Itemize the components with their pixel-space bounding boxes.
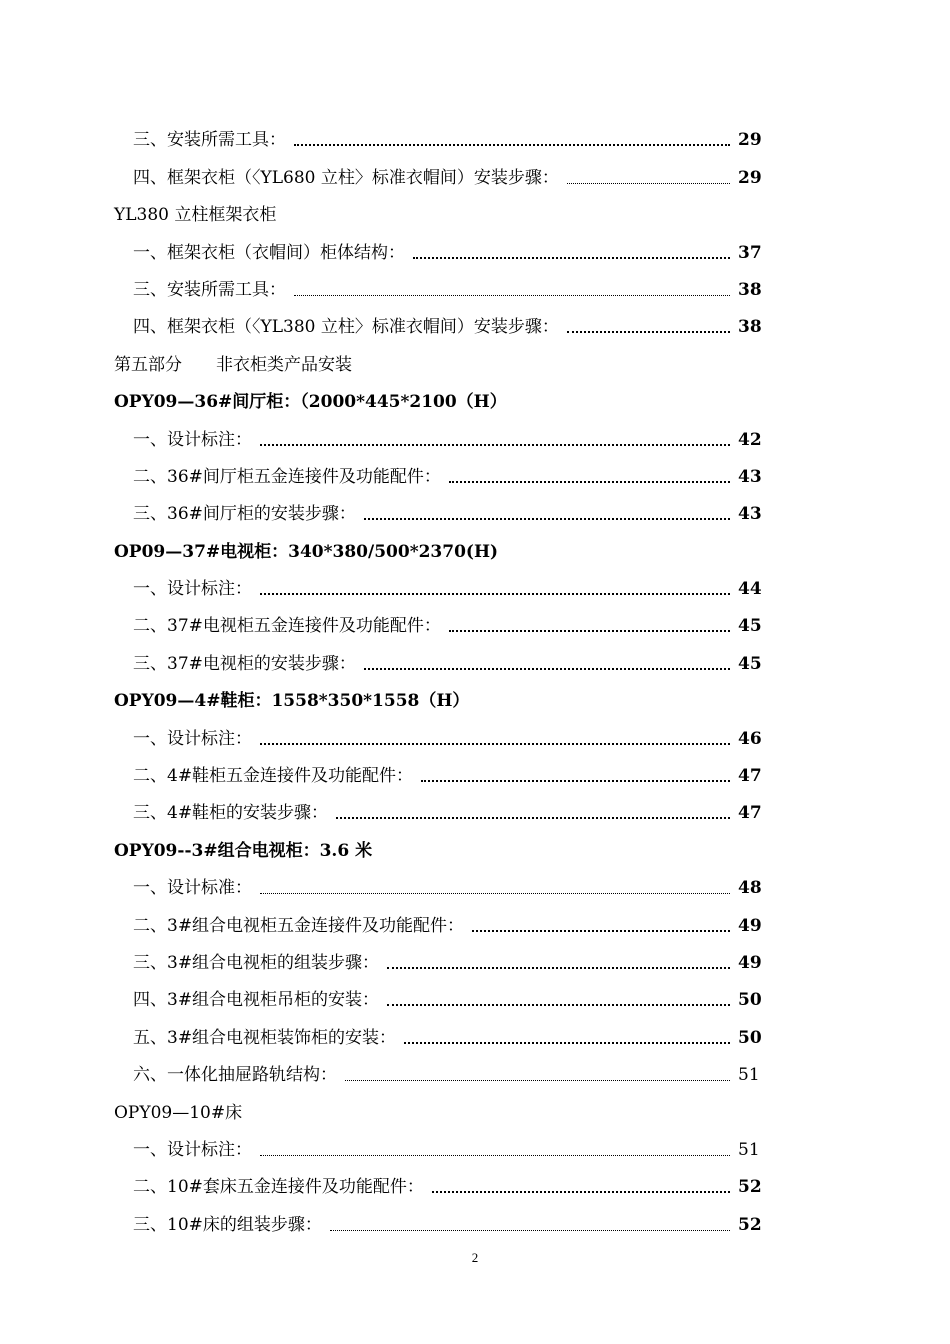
toc-entry[interactable] [0,413,950,450]
toc-entry-text: 一、设计标注： [133,728,252,749]
dot-leader [260,592,730,595]
dot-leader [472,929,730,932]
toc-entry-text: 二、37#电视柜五金连接件及功能配件： [133,616,441,637]
toc-page-number: 51 [738,1065,760,1086]
dot-leader [449,629,730,632]
toc-heading-text: YL380 立柱框架衣柜 [114,205,277,226]
dot-leader [387,1003,730,1006]
toc-entry[interactable] [0,862,950,899]
toc-page-number: 37 [738,242,762,263]
toc-heading-text: OPY09—4#鞋柜：1558*350*1558（H） [114,691,470,712]
toc-page-number: 29 [738,130,762,151]
toc-entry[interactable] [0,937,950,974]
toc-heading[interactable] [0,675,950,712]
toc-entry[interactable] [0,974,950,1011]
toc-entry-text: 一、框架衣柜（衣帽间）柜体结构： [133,242,405,263]
dot-leader [567,330,730,333]
toc-page-number: 50 [738,990,762,1011]
toc-page-number: 43 [738,504,762,525]
toc-page-number: 42 [738,429,762,450]
toc-page-number: 52 [738,1214,762,1235]
toc-page-number: 50 [738,1027,762,1048]
toc-entry-text: 三、10#床的组装步骤： [133,1214,322,1235]
toc-page-number: 29 [738,167,762,188]
toc-page-number: 47 [738,803,762,824]
toc-entry-text: 二、36#间厅柜五金连接件及功能配件： [133,466,441,487]
toc-entry[interactable] [0,637,950,674]
dot-leader [294,294,730,296]
toc-heading[interactable] [0,376,950,413]
toc-page-number: 48 [738,878,762,899]
toc-heading-text: OP09—37#电视柜：340*380/500*2370(H) [114,541,499,562]
toc-entry[interactable] [0,899,950,936]
page-number: 2 [471,1250,479,1265]
toc-page-number: 52 [738,1177,762,1198]
dot-leader [387,966,730,969]
toc-entry-text: 三、安装所需工具： [133,279,286,300]
toc-heading-text: OPY09—36#间厅柜：（2000*445*2100（H） [114,392,507,413]
toc-entry-text: 一、设计标注： [133,1139,252,1160]
toc-entry-text: 四、框架衣柜（〈YL380 立柱〉标准衣帽间）安装步骤： [133,317,559,338]
dot-leader [421,779,730,782]
toc-heading[interactable] [0,824,950,861]
toc-entry-text: 三、4#鞋柜的安装步骤： [133,803,329,824]
toc-page-number: 49 [738,915,762,936]
toc-heading[interactable] [0,525,950,562]
toc-heading[interactable] [0,1086,950,1123]
toc-entry-text: 二、10#套床五金连接件及功能配件： [133,1177,424,1198]
toc-entry-text: 一、设计标注： [133,579,252,600]
toc-entry-text: 一、设计标注： [133,429,252,450]
toc-entry-text: 三、3#组合电视柜的组装步骤： [133,952,380,973]
toc-page-number: 43 [738,466,762,487]
dot-leader [364,517,730,520]
dot-leader [449,480,730,483]
toc-entry-text: 一、设计标准： [133,878,252,899]
toc-entry[interactable] [0,114,950,151]
toc-heading-text: 第五部分 非衣柜类产品安装 [114,354,352,375]
toc-entry-text: 四、框架衣柜（〈YL680 立柱〉标准衣帽间）安装步骤： [133,167,559,188]
toc-entry-text: 四、3#组合电视柜吊柜的安装： [133,990,380,1011]
dot-leader [432,1190,730,1193]
toc-entry[interactable] [0,1011,950,1048]
toc-page-number: 46 [738,728,762,749]
toc-heading-text: OPY09--3#组合电视柜：3.6 米 [114,840,373,861]
toc-entry[interactable] [0,1049,950,1086]
toc-entry[interactable] [0,451,950,488]
dot-leader [413,256,730,259]
toc-entry[interactable] [0,1198,950,1235]
dot-leader [260,443,730,446]
dot-leader [260,742,730,745]
toc-entry[interactable] [0,226,950,263]
toc-page-number: 51 [738,1139,760,1160]
dot-leader [260,1154,730,1156]
toc-entry[interactable] [0,488,950,525]
toc-entry-text: 三、37#电视柜的安装步骤： [133,653,356,674]
toc-page-number: 38 [738,279,762,300]
toc-entry-text: 六、一体化抽屉路轨结构： [133,1065,337,1086]
toc-entry-text: 二、4#鞋柜五金连接件及功能配件： [133,766,414,787]
toc-page-number: 44 [738,579,762,600]
toc-entry[interactable] [0,301,950,338]
toc-heading-text: OPY09—10#床 [114,1102,243,1123]
toc-entry[interactable] [0,750,950,787]
toc-heading[interactable] [0,338,950,375]
toc-entry[interactable] [0,264,950,301]
toc-entry[interactable] [0,712,950,749]
dot-leader [364,667,730,670]
toc-entry-text: 三、36#间厅柜的安装步骤： [133,504,356,525]
toc-entry[interactable] [0,151,950,188]
toc-entry[interactable] [0,1124,950,1161]
toc-entry-text: 三、安装所需工具： [133,130,286,151]
dot-leader [404,1041,730,1044]
toc-entry-text: 五、3#组合电视柜装饰柜的安装： [133,1027,397,1048]
table-of-contents [0,114,950,1236]
dot-leader [336,816,730,819]
dot-leader [294,143,730,146]
toc-page-number: 38 [738,317,762,338]
dot-leader [330,1229,730,1231]
toc-entry[interactable] [0,600,950,637]
toc-heading[interactable] [0,189,950,226]
dot-leader [567,182,730,184]
dot-leader [345,1079,730,1081]
toc-entry[interactable] [0,563,950,600]
toc-page-number: 45 [738,653,762,674]
toc-page-number: 45 [738,616,762,637]
toc-page-number: 47 [738,766,762,787]
toc-entry[interactable] [0,787,950,824]
dot-leader [260,892,730,894]
toc-entry-text: 二、3#组合电视柜五金连接件及功能配件： [133,915,465,936]
toc-page-number: 49 [738,952,762,973]
toc-entry[interactable] [0,1161,950,1198]
